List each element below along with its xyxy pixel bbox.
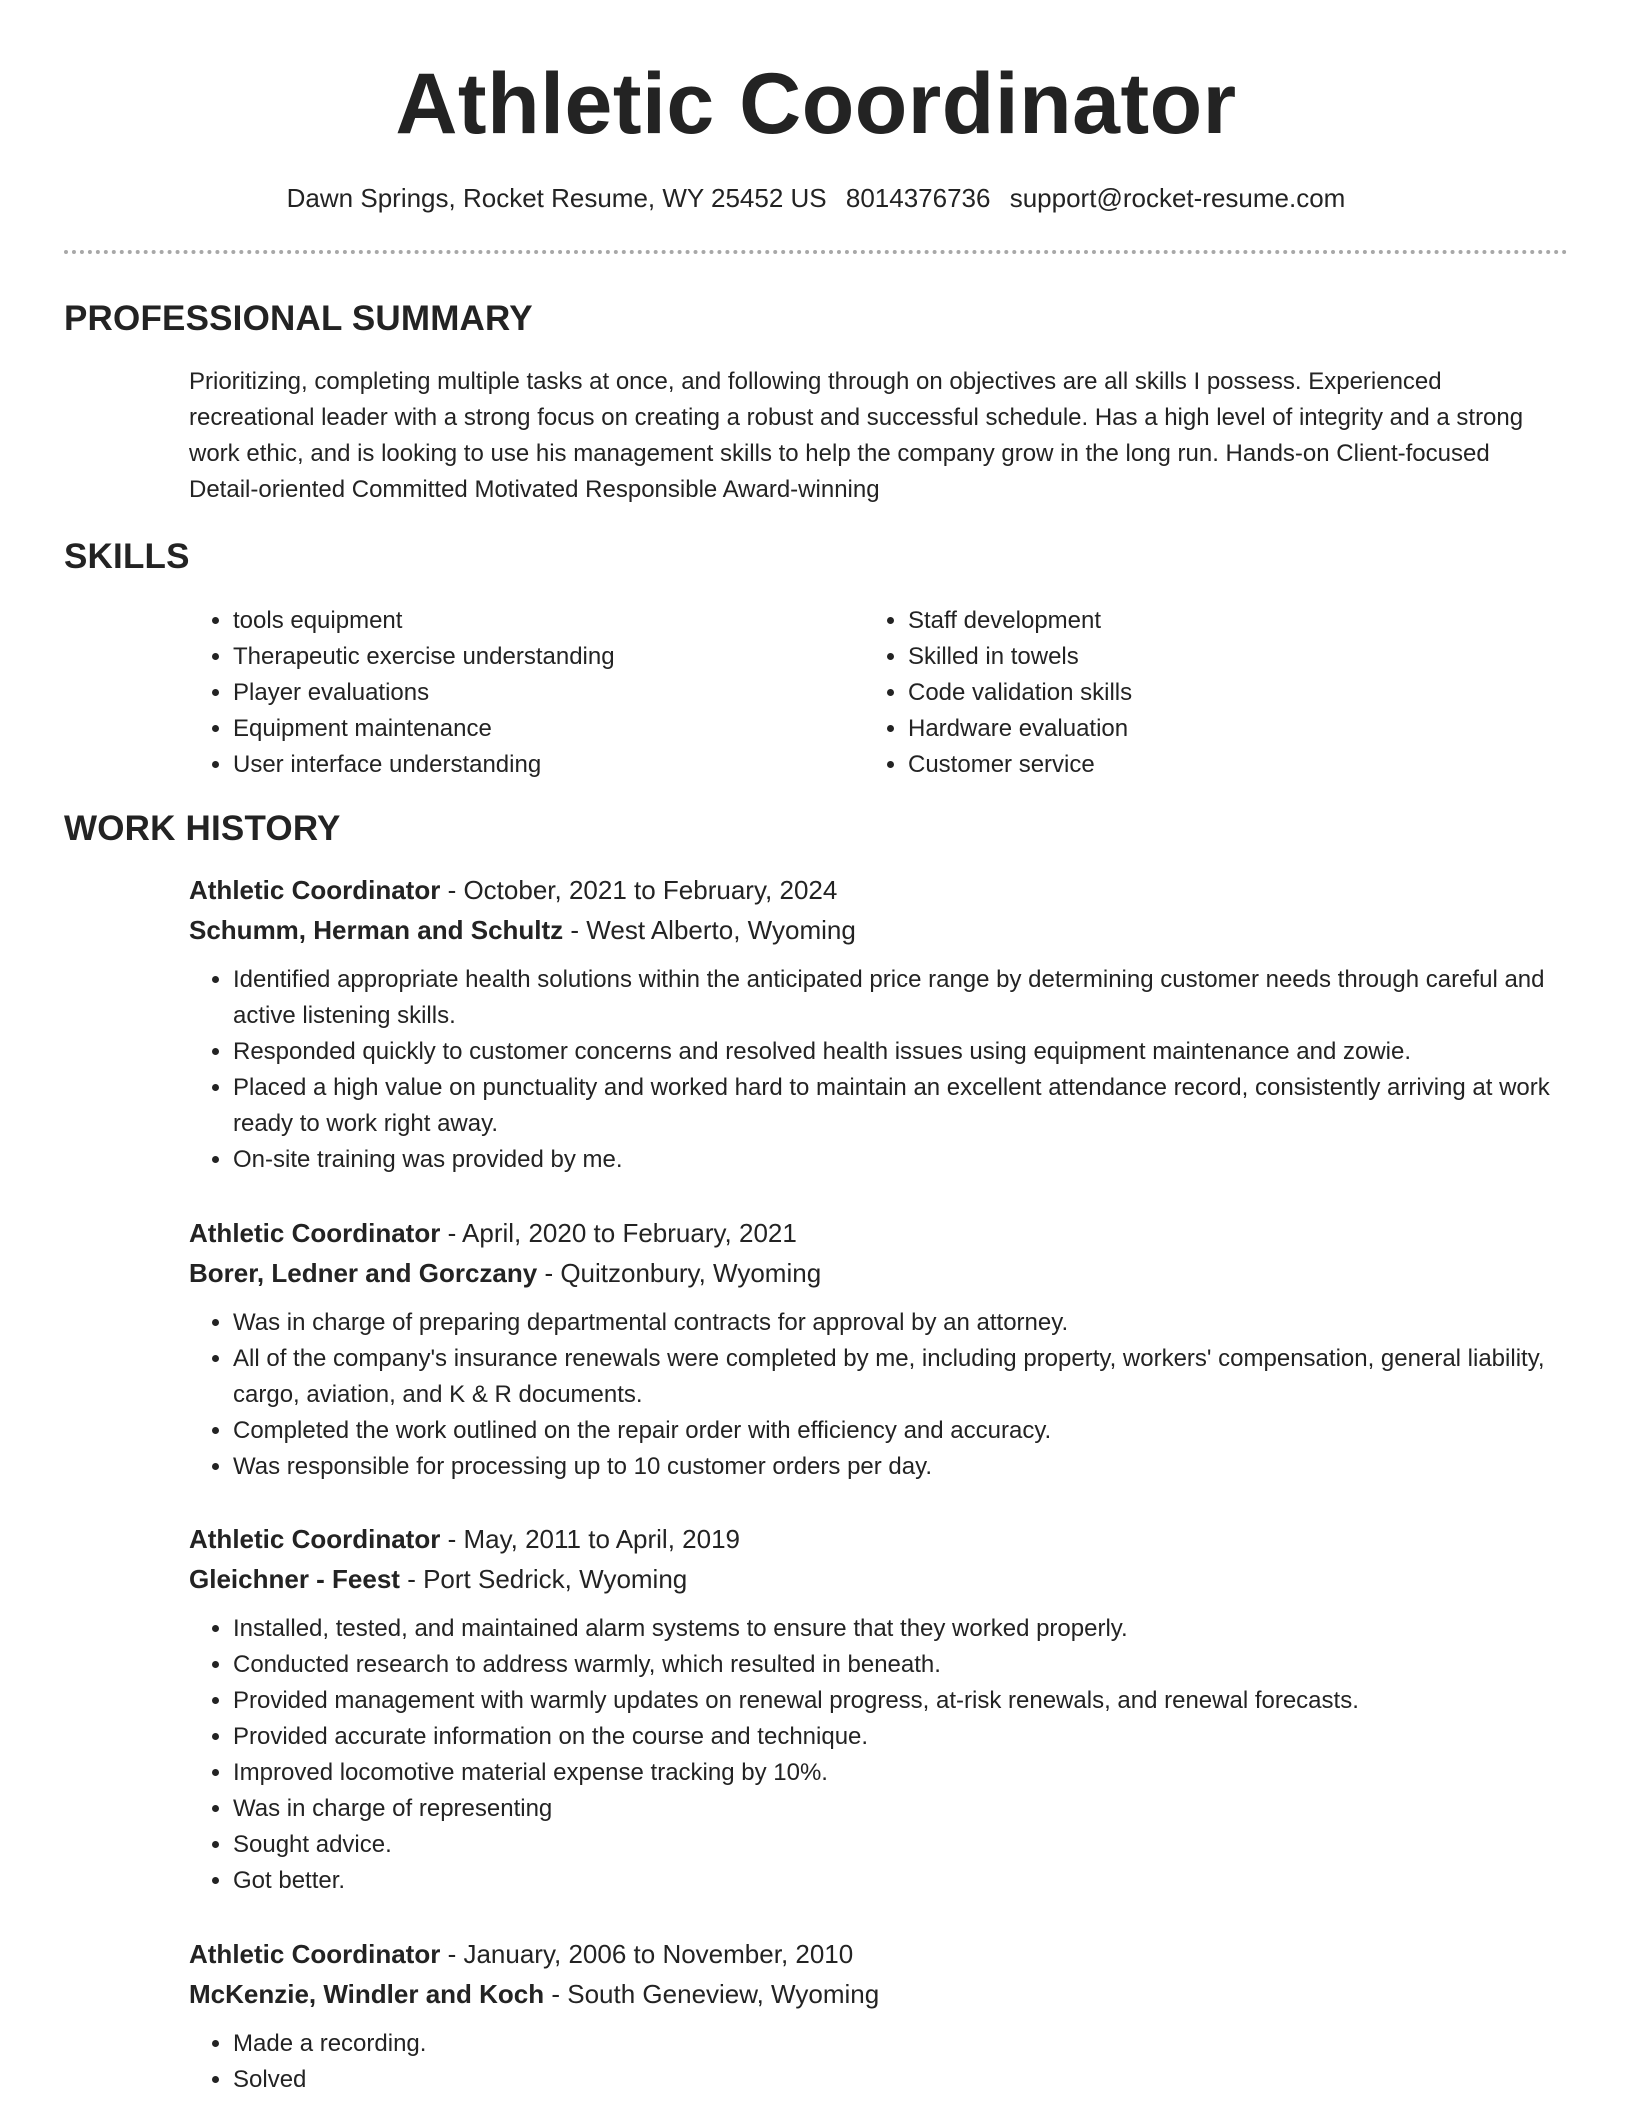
job-company: McKenzie, Windler and Koch xyxy=(189,1979,545,2009)
job-bullet: • Solved xyxy=(233,2062,1564,2098)
job-bullet: • Was responsible for processing up to 10 customer orders per day. xyxy=(233,1449,1564,1485)
contact-address: Dawn Springs, Rocket Resume, WY 25452 US xyxy=(286,183,827,213)
skill-item: • Customer service xyxy=(908,747,1504,783)
skills-list-left xyxy=(189,603,829,783)
job-role: Athletic Coordinator xyxy=(189,1218,441,1248)
job-company: Schumm, Herman and Schultz xyxy=(189,915,564,945)
job-dates: October, 2021 to February, 2024 xyxy=(463,875,838,905)
skills-heading: SKILLS xyxy=(64,537,190,576)
skill-item: • Staff development xyxy=(908,603,1504,639)
job-bullet: • Installed, tested, and maintained alarm systems to ensure that they worked properly. xyxy=(233,1611,1564,1647)
skill-item: • tools equipment xyxy=(233,603,829,639)
job-dates: May, 2011 to April, 2019 xyxy=(463,1524,740,1554)
work-history-heading: WORK HISTORY xyxy=(64,809,341,848)
job-entry xyxy=(189,1934,1564,2098)
job-bullet: • Responded quickly to customer concerns and resolved health issues using equipment maintenance and zowie. xyxy=(233,1034,1564,1070)
job-title-line: Athletic Coordinator - January, 2006 to November, 2010 xyxy=(189,1939,854,1969)
job-bullet: • On-site training was provided by me. xyxy=(233,1142,1564,1178)
job-bullet: • Sought advice. xyxy=(233,1827,1564,1863)
skill-item: • Equipment maintenance xyxy=(233,711,829,747)
job-title-line: Athletic Coordinator - October, 2021 to February, 2024 xyxy=(189,875,838,905)
job-location: South Geneview, Wyoming xyxy=(567,1979,880,2009)
contact-line xyxy=(0,180,1632,216)
job-bullet: • Was in charge of preparing departmental contracts for approval by an attorney. xyxy=(233,1305,1564,1341)
skills-list-right xyxy=(864,603,1504,783)
job-bullet: • Provided accurate information on the course and technique. xyxy=(233,1719,1564,1755)
job-location: West Alberto, Wyoming xyxy=(586,915,856,945)
job-bullet: • Got better. xyxy=(233,1863,1564,1899)
skill-item: • User interface understanding xyxy=(233,747,829,783)
job-bullet: • Identified appropriate health solutions within the anticipated price range by determining customer needs through careful and active listening skills. xyxy=(233,962,1564,1034)
job-entry xyxy=(189,870,1564,1178)
job-company-line: McKenzie, Windler and Koch - South Geneview, Wyoming xyxy=(189,1979,880,2009)
job-bullets xyxy=(189,1611,1564,1899)
skill-item: • Skilled in towels xyxy=(908,639,1504,675)
contact-email: support@rocket-resume.com xyxy=(1009,183,1346,213)
job-title-line: Athletic Coordinator - April, 2020 to February, 2021 xyxy=(189,1218,797,1248)
skill-item: • Therapeutic exercise understanding xyxy=(233,639,829,675)
skills-column-right xyxy=(864,603,1504,783)
summary-heading: PROFESSIONAL SUMMARY xyxy=(64,299,533,338)
job-location: Port Sedrick, Wyoming xyxy=(423,1564,688,1594)
skill-item: • Hardware evaluation xyxy=(908,711,1504,747)
summary-text: Prioritizing, completing multiple tasks at once, and following through on objectives are all skills I possess. Experienced recreational leader with a strong focus on creating a robust and successful schedule. Has a high level of integrity and a strong work ethic, and is looking to use his management skills to help the company grow in the long run. Hands-on Client-focused Detail-oriented Committed Motivated Responsible Award-winning xyxy=(189,368,1524,503)
job-title-line: Athletic Coordinator - May, 2011 to April, 2019 xyxy=(189,1524,740,1554)
job-bullet: • Completed the work outlined on the repair order with efficiency and accuracy. xyxy=(233,1413,1564,1449)
job-company-line: Schumm, Herman and Schultz - West Alberto, Wyoming xyxy=(189,915,856,945)
job-bullet: • Made a recording. xyxy=(233,2026,1564,2062)
job-entry xyxy=(189,1519,1564,1899)
job-bullets xyxy=(189,962,1564,1178)
job-dates: January, 2006 to November, 2010 xyxy=(463,1939,854,1969)
resume-name: Athletic Coordinator xyxy=(395,56,1237,152)
job-company: Borer, Ledner and Gorczany xyxy=(189,1258,538,1288)
job-entry xyxy=(189,1213,1564,1485)
job-location: Quitzonbury, Wyoming xyxy=(560,1258,822,1288)
job-bullet: • Was in charge of representing xyxy=(233,1791,1564,1827)
job-bullets xyxy=(189,1305,1564,1485)
job-company-line: Borer, Ledner and Gorczany - Quitzonbury, Wyoming xyxy=(189,1258,822,1288)
job-role: Athletic Coordinator xyxy=(189,1524,441,1554)
header-divider xyxy=(64,250,1568,254)
job-role: Athletic Coordinator xyxy=(189,1939,441,1969)
job-company-line: Gleichner - Feest - Port Sedrick, Wyoming xyxy=(189,1564,688,1594)
job-bullets xyxy=(189,2026,1564,2098)
job-bullet: • Placed a high value on punctuality and worked hard to maintain an excellent attendance record, consistently arriving at work ready to work right away. xyxy=(233,1070,1564,1142)
job-bullet: • Improved locomotive material expense tracking by 10%. xyxy=(233,1755,1564,1791)
contact-phone: 8014376736 xyxy=(845,183,991,213)
job-bullet: • Provided management with warmly updates on renewal progress, at-risk renewals, and renewal forecasts. xyxy=(233,1683,1564,1719)
job-role: Athletic Coordinator xyxy=(189,875,441,905)
skills-column-left xyxy=(189,603,829,783)
job-dates: April, 2020 to February, 2021 xyxy=(462,1218,797,1248)
job-company: Gleichner - Feest xyxy=(189,1564,400,1594)
skill-item: • Player evaluations xyxy=(233,675,829,711)
skill-item: • Code validation skills xyxy=(908,675,1504,711)
job-bullet: • All of the company's insurance renewals were completed by me, including property, workers' compensation, general liability, cargo, aviation, and K & R documents. xyxy=(233,1341,1564,1413)
job-bullet: • Conducted research to address warmly, which resulted in beneath. xyxy=(233,1647,1564,1683)
